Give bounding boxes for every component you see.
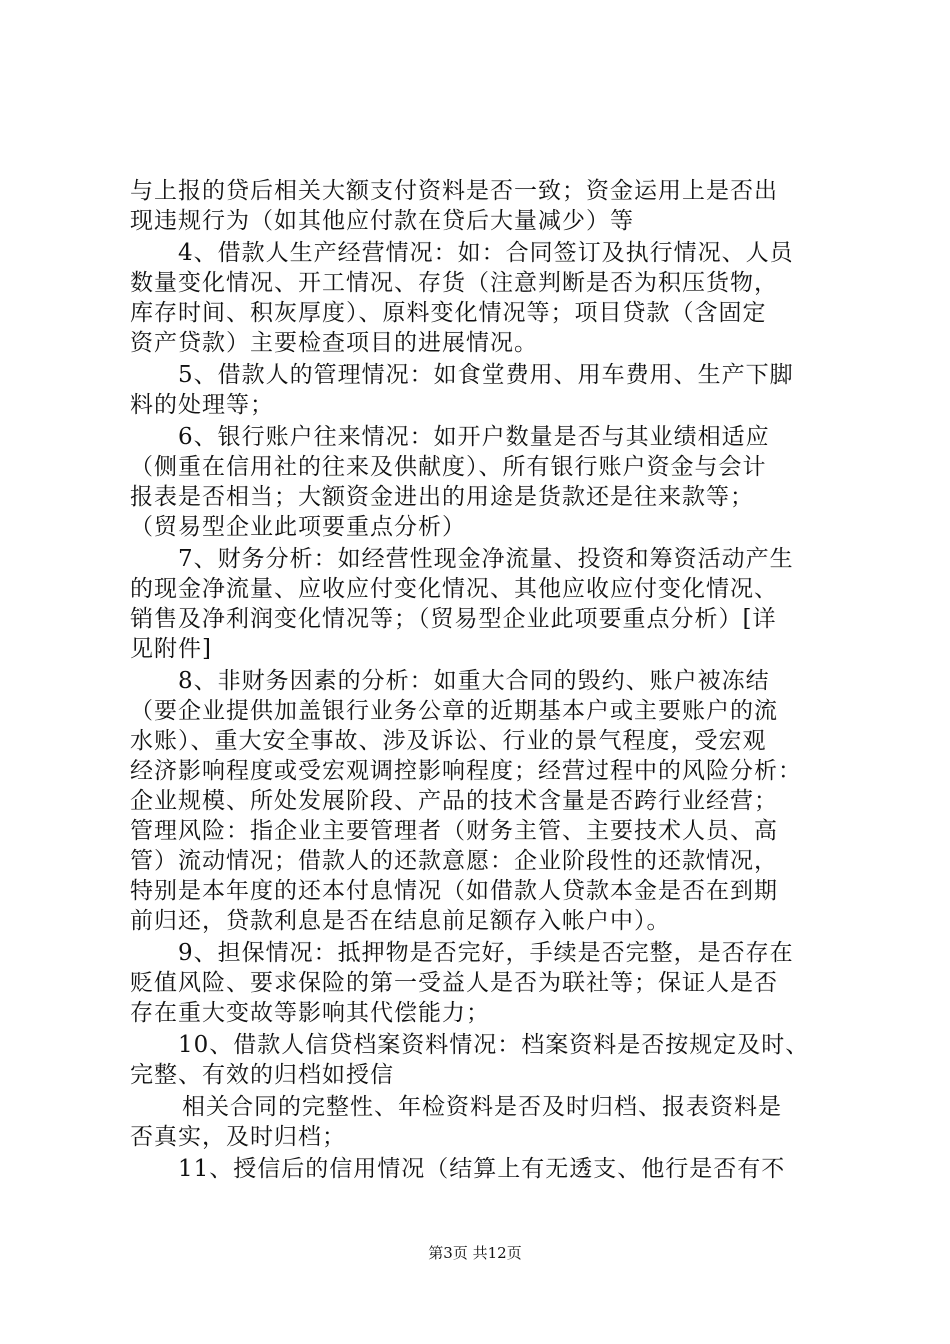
text-line: 见附件] <box>130 636 212 662</box>
text-line: 否真实，及时归档； <box>130 1124 346 1150</box>
text-line: 经济影响程度或受宏观调控影响程度；经营过程中的风险分析： <box>130 758 802 784</box>
text-line: 料的处理等； <box>130 392 274 418</box>
text-line: （贸易型企业此项要重点分析） <box>130 514 466 540</box>
text-line: （要企业提供加盖银行业务公章的近期基本户或主要账户的流 <box>130 698 778 724</box>
text-line: 与上报的贷后相关大额支付资料是否一致；资金运用上是否出 <box>130 178 778 204</box>
text-line: 水账）、重大安全事故、涉及诉讼、行业的景气程度，受宏观 <box>130 728 767 754</box>
text-line: 现违规行为（如其他应付款在贷后大量减少）等 <box>130 208 634 234</box>
text-line: 管）流动情况；借款人的还款意愿：企业阶段性的还款情况， <box>130 848 778 874</box>
text-line: 库存时间、积灰厚度）、原料变化情况等；项目贷款（含固定 <box>130 300 767 326</box>
text-line: 6、银行账户往来情况：如开户数量是否与其业绩相适应 <box>178 424 770 450</box>
text-line: 报表是否相当；大额资金进出的用途是货款还是往来款等； <box>130 484 754 510</box>
text-line: 资产贷款）主要检查项目的进展情况。 <box>130 330 538 356</box>
text-line: 企业规模、所处发展阶段、产品的技术含量是否跨行业经营； <box>130 788 778 814</box>
text-line: （侧重在信用社的往来及供献度）、所有银行账户资金与会计 <box>130 454 767 480</box>
text-line: 贬值风险、要求保险的第一受益人是否为联社等；保证人是否 <box>130 970 778 996</box>
text-line: 相关合同的完整性、年检资料是否及时归档、报表资料是 <box>182 1094 782 1120</box>
text-line: 完整、有效的归档如授信 <box>130 1062 394 1088</box>
text-line: 管理风险：指企业主要管理者（财务主管、主要技术人员、高 <box>130 818 778 844</box>
text-line: 8、非财务因素的分析：如重大合同的毁约、账户被冻结 <box>178 668 770 694</box>
text-line: 的现金净流量、应收应付变化情况、其他应收应付变化情况、 <box>130 576 778 602</box>
text-line: 5、借款人的管理情况：如食堂费用、用车费用、生产下脚 <box>178 362 794 388</box>
text-line: 11、授信后的信用情况（结算上有无透支、他行是否有不 <box>178 1156 786 1182</box>
page-number-footer: 第3页 共12页 <box>428 1244 522 1262</box>
text-line: 9、担保情况：抵押物是否完好，手续是否完整，是否存在 <box>178 940 794 966</box>
text-line: 销售及净利润变化情况等；（贸易型企业此项要重点分析）[详 <box>130 606 777 632</box>
text-line: 前归还，贷款利息是否在结息前足额存入帐户中）。 <box>130 908 671 934</box>
text-line: 数量变化情况、开工情况、存货（注意判断是否为积压货物， <box>130 270 778 296</box>
text-line: 特别是本年度的还本付息情况（如借款人贷款本金是否在到期 <box>130 878 778 904</box>
text-line: 4、借款人生产经营情况：如：合同签订及执行情况、人员 <box>178 240 794 266</box>
text-line: 10、借款人信贷档案资料情况：档案资料是否按规定及时、 <box>178 1032 810 1058</box>
text-line: 7、财务分析：如经营性现金净流量、投资和筹资活动产生 <box>178 546 794 572</box>
text-line: 存在重大变故等影响其代偿能力； <box>130 1000 490 1026</box>
